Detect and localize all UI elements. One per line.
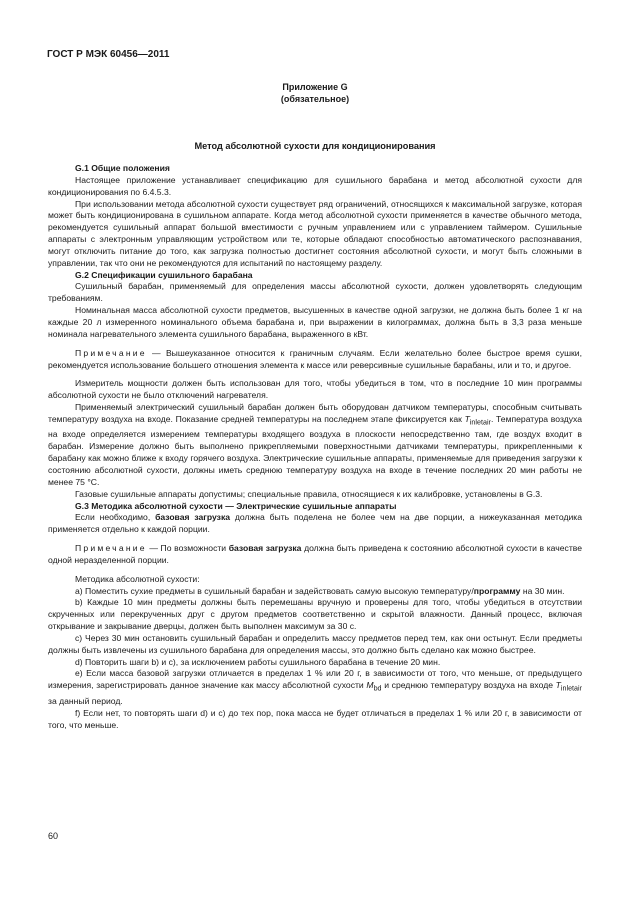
paragraph: Измеритель мощности должен быть использован для того, чтобы убедиться в том, что в последние 10 мин программы абсолютной сухости не было отключений нагревателя. [48,378,582,401]
page-number: 60 [48,831,59,841]
step-e [48,668,582,707]
step-c: c) Через 30 мин остановить сушильный барабан и определить массу предметов перед тем, как они остынут. Если предметы должны быть извлечены из сушильного барабана для определения массы, это должно быть сделано как можно быстрее. [48,632,582,655]
step-f: f) Если нет, то повторять шаги d) и c) до тех пор, пока масса не будет отличаться в пределах 1 % или 20 г, в зависимости от того, что меньше. [48,707,582,730]
method-intro: Методика абсолютной сухости: [75,573,200,584]
text-run: — По возможности [146,543,229,554]
variable-subscript: bd [373,685,382,694]
paragraph: Сушильный барабан, применяемый для определения массы абсолютной сухости, должен удовлетворять следующим требованиям. [48,281,582,304]
term: базовая загрузка [228,543,302,554]
text-run: Применяемый электрический сушильный барабан должен быть оборудован датчиком температуры, способным считывать температуру воздуха на входе. Показание средней температуры на последнем этапе фиксируется как [48,402,582,424]
section-heading-g3: G.3 Методика абсолютной сухости — Электрические сушильные аппараты [75,500,397,511]
paragraph: Газовые сушильные аппараты допустимы; специальные правила, относящиеся к их калибровке, установлены в G.3. [75,488,543,499]
step-b: b) Каждые 10 мин предметы должны быть перемешаны вручную и проверены для того, чтобы убедиться в отсутствии скрученных или перекрученных друг с другом предметов соответственно и скрытой влажности. Данный процесс, включая открывание и закрывание дверцы, должен быть выполнен максимум за 30 с. [48,597,582,632]
paragraph: При использовании метода абсолютной сухости существует ряд ограничений, относящихся к максимальной загрузке, которая может быть кондиционирована в сушильном аппарате. Когда метод абсолютной сухости применяется в качестве обычного метода, рекомендуется сушильный аппарат большой вместимости с ручным управлением или с управлением таймером. Сушильные аппараты с электронным управляющим устройством или те, которые обладают способностью автоматического распознавания, могут отключить питание до того, как загрузка полностью достигнет состояния абсолютной сухости, и могут быть сложными в управлении, так что они не рекомендуются для испытаний по настоящему разделу. [48,198,582,268]
annex-title: Приложение G [282,82,348,92]
standard-designation: ГОСТ Р МЭК 60456—2011 [47,49,170,60]
note-label: Примечание [75,543,147,554]
paragraph-temperature-sensor [48,402,582,489]
text-run: e) Если масса базовой загрузки отличается в пределах 1 % или 20 г, в зависимости от того, что меньше, от предыдущего измерения, зарегистрировать данное значение как массу абсолютной сухости [48,668,582,691]
note-label: Примечание [75,347,147,358]
document-body [48,163,582,731]
note-2 [48,543,582,567]
paragraph-base-load [48,512,582,536]
text-run: и среднюю температуру воздуха на входе [381,680,556,691]
variable-subscript: inletair [560,685,582,694]
text-run: . Температура воздуха на входе определяется измерением температуры входящего воздуха в плоскости непосредственно там, где воздух входит в барабан. Измерение должно быть выполнено прикрепляемыми поверхностными датчиками температуры, прикрепленными к барабану как можно ближе к входу горячего воздуха. Электрические сушильные аппараты, применяемые для приведения загрузки к состоянию абсолютной сухости, должны иметь среднюю температуру воздуха на входе в течение последних 20 мин работы не менее 75 °С. [48,413,582,487]
document-title: Метод абсолютной сухости для кондиционирования [194,141,436,151]
paragraph: Номинальная масса абсолютной сухости предметов, высушенных в качестве одной загрузки, не должна быть более 1 кг на каждые 20 л измеренного номинального объема барабана и, при выражении в килограммах, должна быть в 3,3 раза меньше номинала нагревательного элемента сушильного барабана, выраженного в кВт. [48,305,582,339]
step-a [48,586,582,598]
term: программу [473,585,521,596]
note-text: — Вышеуказанное относится к граничным случаям. Если желательно более быстрое время сушки, рекомендуется использование большего отношения элемента к массе или реверсивные сушильные барабаны, или и то, и другое. [48,347,582,370]
variable: M [366,680,374,691]
text-run: должна быть поделена не более чем на две порции, а нижеуказанная методика применяется отдельно к каждой порции. [48,512,582,535]
section-heading-g1: G.1 Общие положения [75,163,170,173]
variable-subscript: inletair [469,418,491,427]
annex-status: (обязательное) [280,94,350,104]
note-1 [48,348,582,372]
variable: T [464,413,470,424]
step-d: d) Повторить шаги b) и c), за исключением работы сушильного барабана в течение 20 мин. [75,656,441,667]
text-run: за данный период. [48,695,123,706]
paragraph: Настоящее приложение устанавливает спецификацию для сушильного барабана и метод абсолютной сухости для кондиционирования по 6.4.5.3. [48,174,582,197]
term: базовая загрузка [155,512,231,523]
text-run: a) Поместить сухие предметы в сушильный барабан и задействовать самую высокую температуру/ [75,585,474,596]
variable: T [555,680,561,691]
text-run: Если необходимо, [75,512,156,523]
text-run: должна быть приведена к состоянию абсолютной сухости в качестве одной неразделенной порции. [48,543,582,565]
text-run: на 30 мин. [520,585,565,596]
section-heading-g2: G.2 Спецификации сушильного барабана [75,269,253,280]
